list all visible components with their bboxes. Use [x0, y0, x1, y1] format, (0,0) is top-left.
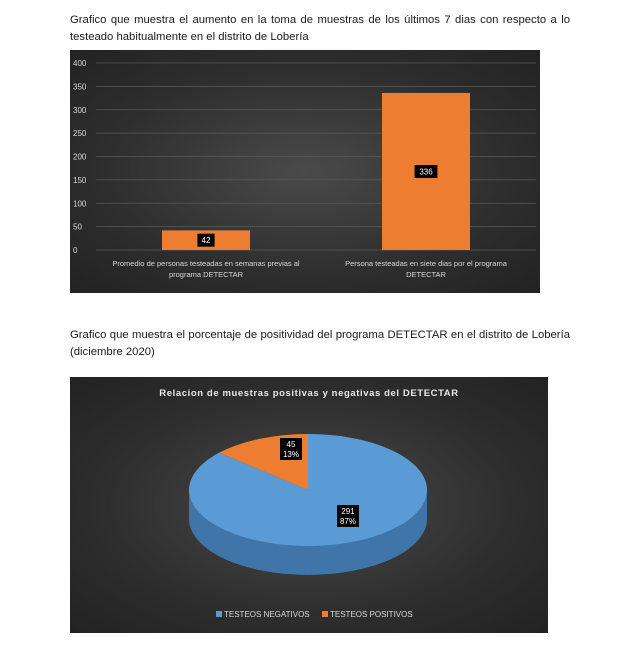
y-tick-label: 350: [73, 82, 87, 92]
pie-chart: [70, 377, 548, 633]
legend-label: TESTEOS POSITIVOS: [330, 610, 413, 619]
legend-swatch: [322, 611, 328, 617]
y-tick-label: 200: [73, 152, 87, 162]
category-label: Persona testeadas en siete dias por el programa: [345, 259, 507, 268]
bar-chart-panel: [70, 50, 540, 293]
label-positivos-value: 45: [286, 440, 296, 449]
label-negativos-value: 291: [341, 507, 355, 516]
y-tick-label: 100: [73, 199, 87, 209]
y-tick-label: 250: [73, 129, 87, 139]
y-tick-label: 50: [73, 222, 82, 232]
category-label: DETECTAR: [406, 270, 446, 279]
category-label: programa DETECTAR: [168, 270, 244, 279]
y-tick-label: 0: [73, 246, 78, 255]
pie-chart-caption: Grafico que muestra el porcentaje de positividad del programa DETECTAR en el distrito de Lobería (diciembre 2020): [70, 329, 570, 358]
legend-swatch: [216, 611, 222, 617]
bar-chart: [70, 50, 540, 293]
label-negativos-percent: 87%: [339, 517, 357, 526]
category-label: Promedio de personas testeadas en semanas previas al: [112, 259, 300, 268]
y-tick-label: 150: [73, 175, 87, 185]
y-tick-label: 400: [73, 59, 87, 68]
bar-chart-caption: Grafico que muestra el aumento en la toma de muestras de los últimos 7 dias con respecto a lo testeado habitualmente en el distrito de Lobería: [70, 14, 570, 43]
data-label-0: 42: [201, 236, 211, 246]
legend-label: TESTEOS NEGATIVOS: [224, 610, 310, 619]
pie-title: Relacion de muestras positivas y negativas del DETECTAR: [159, 388, 459, 399]
y-tick-label: 300: [73, 105, 87, 115]
label-positivos-percent: 13%: [282, 450, 300, 459]
data-label-1: 336: [419, 167, 433, 177]
pie-chart-panel: [70, 377, 548, 633]
